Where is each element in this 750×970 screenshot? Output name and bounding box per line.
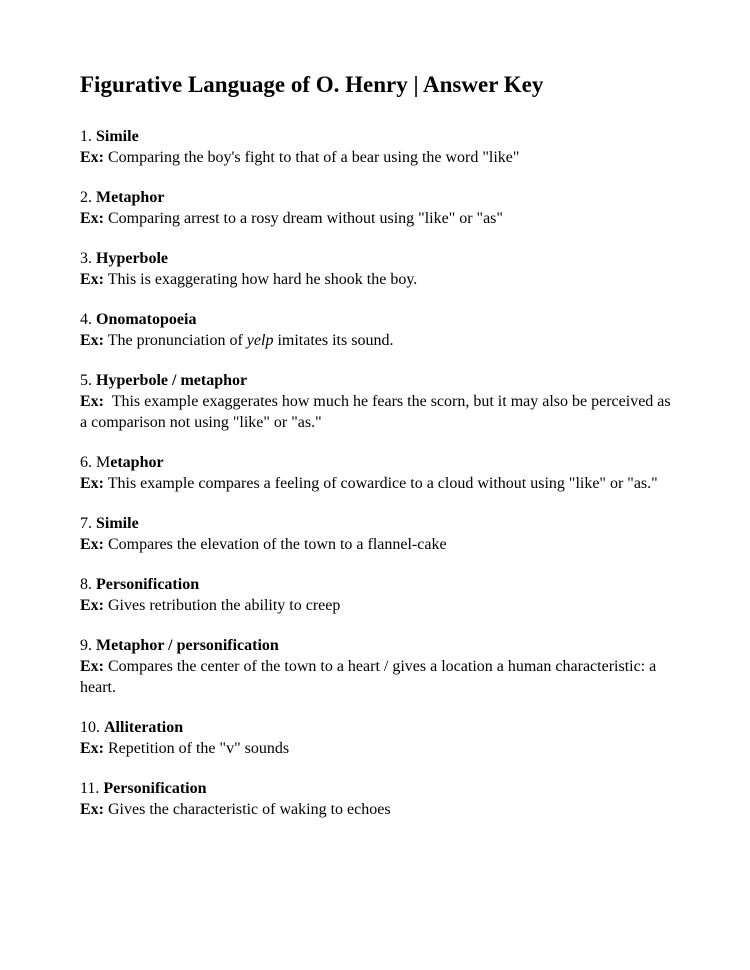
list-item-1 xyxy=(80,126,680,168)
item-number: 2. xyxy=(80,189,96,206)
example-text: This example compares a feeling of cowardice to a cloud without using "like" or "as." xyxy=(107,475,658,492)
item-heading xyxy=(80,452,680,473)
ex-label: Ex: xyxy=(80,271,104,288)
item-heading xyxy=(80,187,680,208)
item-number: 11. xyxy=(80,780,104,797)
item-number: 1. xyxy=(80,128,96,145)
item-term: Metaphor / personification xyxy=(96,637,279,654)
item-number: 10. xyxy=(80,719,104,736)
list-item-6 xyxy=(80,452,680,494)
list-item-7 xyxy=(80,513,680,555)
item-term: Alliteration xyxy=(104,719,184,736)
item-number: 6. M xyxy=(80,454,111,471)
item-number: 3. xyxy=(80,250,96,267)
item-example xyxy=(80,330,680,351)
example-text-before: The pronunciation of xyxy=(107,332,247,349)
item-example xyxy=(80,534,680,555)
example-text: Comparing the boy's fight to that of a bear using the word "like" xyxy=(108,149,520,166)
item-term: Metaphor xyxy=(96,189,165,206)
item-term: Personification xyxy=(96,576,200,593)
example-text-italic: yelp xyxy=(246,332,274,349)
list-item-5 xyxy=(80,370,680,433)
item-number: 9. xyxy=(80,637,96,654)
ex-label: Ex: xyxy=(80,801,104,818)
list-item-2 xyxy=(80,187,680,229)
example-text: Gives retribution the ability to creep xyxy=(108,597,341,614)
item-example xyxy=(80,391,680,433)
example-text: This is exaggerating how hard he shook the boy. xyxy=(107,271,418,288)
example-text: Compares the elevation of the town to a flannel-cake xyxy=(108,536,447,553)
item-example xyxy=(80,269,680,290)
list-item-8 xyxy=(80,574,680,616)
list-item-3 xyxy=(80,248,680,290)
item-number: 4. xyxy=(80,311,96,328)
ex-label: Ex: xyxy=(80,740,104,757)
item-term: Onomatopoeia xyxy=(96,311,197,328)
item-heading xyxy=(80,513,680,534)
item-term: Simile xyxy=(96,515,139,532)
item-heading xyxy=(80,574,680,595)
example-text: Comparing arrest to a rosy dream without using "like" or "as" xyxy=(108,210,503,227)
item-heading xyxy=(80,126,680,147)
item-example xyxy=(80,738,680,759)
item-term: Personification xyxy=(103,780,207,797)
item-heading xyxy=(80,248,680,269)
item-heading xyxy=(80,717,680,738)
ex-label: Ex: xyxy=(80,597,104,614)
answer-key-page xyxy=(80,70,680,839)
item-term: Hyperbole / metaphor xyxy=(96,372,248,389)
example-text: This example exaggerates how much he fears the scorn, but it may also be perceived as a comparison not using "like" or "as." xyxy=(80,393,675,431)
example-text: Gives the characteristic of waking to echoes xyxy=(108,801,391,818)
example-text: Compares the center of the town to a heart / gives a location a human characteristic: a heart. xyxy=(80,658,657,696)
item-number: 7. xyxy=(80,515,96,532)
list-item-4 xyxy=(80,309,680,351)
page-title: Figurative Language of O. Henry | Answer Key xyxy=(80,72,544,97)
example-text: Repetition of the "v" sounds xyxy=(108,740,290,757)
ex-label: Ex: xyxy=(80,536,104,553)
item-term: etaphor xyxy=(110,454,164,471)
item-heading xyxy=(80,370,680,391)
item-number: 8. xyxy=(80,576,96,593)
item-example xyxy=(80,799,680,820)
item-heading xyxy=(80,635,680,656)
item-example xyxy=(80,147,680,168)
item-example xyxy=(80,208,680,229)
ex-label: Ex: xyxy=(80,475,104,492)
item-heading xyxy=(80,309,680,330)
example-text-after: imitates its sound. xyxy=(273,332,394,349)
list-item-9 xyxy=(80,635,680,698)
ex-label: Ex: xyxy=(80,658,104,675)
item-term: Simile xyxy=(96,128,139,145)
ex-label: Ex: xyxy=(80,332,104,349)
item-example xyxy=(80,656,680,698)
item-example xyxy=(80,473,680,494)
item-number: 5. xyxy=(80,372,96,389)
list-item-10 xyxy=(80,717,680,759)
item-example xyxy=(80,595,680,616)
ex-label: Ex: xyxy=(80,149,104,166)
ex-label: Ex: xyxy=(80,393,104,410)
item-heading xyxy=(80,778,680,799)
ex-label: Ex: xyxy=(80,210,104,227)
item-term: Hyperbole xyxy=(96,250,168,267)
list-item-11 xyxy=(80,778,680,820)
